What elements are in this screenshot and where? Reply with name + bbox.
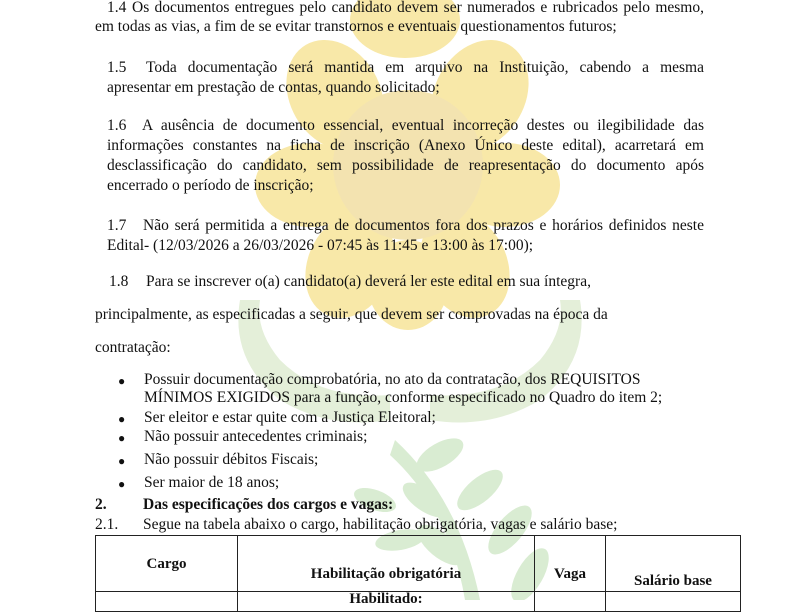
- cargos-table: [95, 535, 741, 612]
- bullet-1-line-2: MÍNIMOS EXIGIDOS para a função, conforme especificado no Quadro do item 2;: [144, 389, 663, 406]
- bullet-icon: ●: [118, 454, 126, 468]
- bullet-5: Ser maior de 18 anos;: [144, 474, 280, 491]
- header-habilitacao: Habilitação obrigatória: [238, 536, 535, 592]
- item-1-7-line-2: Edital- (12/03/2026 a 26/03/2026 - 07:45 às 11:45 e 13:00 às 17:00);: [107, 237, 534, 254]
- header-vaga: Vaga: [535, 536, 606, 592]
- item-1-7-line-1: Não será permitida a entrega de documentos fora dos prazos e horários definidos neste: [143, 217, 704, 234]
- header-cargo: Cargo: [96, 536, 238, 592]
- cell-vaga: [535, 592, 606, 612]
- cell-cargo: [96, 592, 238, 612]
- item-1-6-number: 1.6: [107, 117, 127, 134]
- item-1-5-line-2: apresentar em prestação de contas, quando solicitado;: [107, 79, 440, 96]
- item-1-4-number: 1.4: [107, 0, 127, 16]
- item-1-6-line-2: informações constantes na ficha de inscrição (Anexo Único deste edital), acarretará em: [107, 137, 704, 154]
- item-1-7-number: 1.7: [107, 217, 127, 234]
- section-2-1-text: Segue na tabela abaixo o cargo, habilitação obrigatória, vagas e salário base;: [143, 516, 618, 533]
- bullet-2: Ser eleitor e estar quite com a Justiça Eleitoral;: [144, 409, 436, 426]
- cell-salario: [606, 592, 741, 612]
- bullet-icon: ●: [118, 374, 126, 388]
- item-1-8-number: 1.8: [109, 273, 129, 290]
- bullet-icon: ●: [118, 477, 126, 491]
- section-2-1-number: 2.1.: [95, 516, 119, 533]
- table-header-row: [96, 536, 741, 592]
- bullet-icon: ●: [118, 412, 126, 426]
- item-1-8-line-1: Para se inscrever o(a) candidato(a) deverá ler este edital em sua íntegra,: [146, 273, 591, 290]
- cell-habilitacao: Habilitado:: [238, 592, 535, 612]
- section-2-title: Das especificações dos cargos e vagas:: [143, 496, 394, 513]
- bullet-icon: ●: [118, 431, 126, 445]
- item-1-8-line-3: contratação:: [95, 339, 171, 356]
- bullet-4: Não possuir débitos Fiscais;: [144, 451, 319, 468]
- bullet-1-line-1: Possuir documentação comprobatória, no ato da contratação, dos REQUISITOS: [144, 371, 641, 388]
- header-salario: Salário base: [606, 536, 741, 592]
- item-1-4-line-2: em todas as vias, a fim de se evitar transtornos e eventuais questionamentos futuros;: [95, 18, 617, 35]
- item-1-8-line-2: principalmente, as especificadas a seguir, que devem ser comprovadas na época da: [95, 306, 608, 323]
- bullet-3: Não possuir antecedentes criminais;: [144, 428, 368, 445]
- item-1-6-line-3: desclassificação do candidato, sem possibilidade de reapresentação do documento após: [107, 157, 704, 174]
- item-1-5-line-1: Toda documentação será mantida em arquivo na Instituição, cabendo a mesma: [146, 59, 704, 76]
- item-1-6-line-1: A ausência de documento essencial, eventual incorreção destes ou ilegibilidade das: [142, 117, 704, 134]
- table-row: [96, 592, 741, 612]
- section-2-number: 2.: [95, 496, 107, 513]
- item-1-4-line-1: Os documentos entregues pelo candidato devem ser numerados e rubricados pelo mesmo,: [132, 0, 704, 16]
- item-1-5-number: 1.5: [107, 59, 127, 76]
- item-1-6-line-4: encerrado o período de inscrição;: [107, 177, 314, 194]
